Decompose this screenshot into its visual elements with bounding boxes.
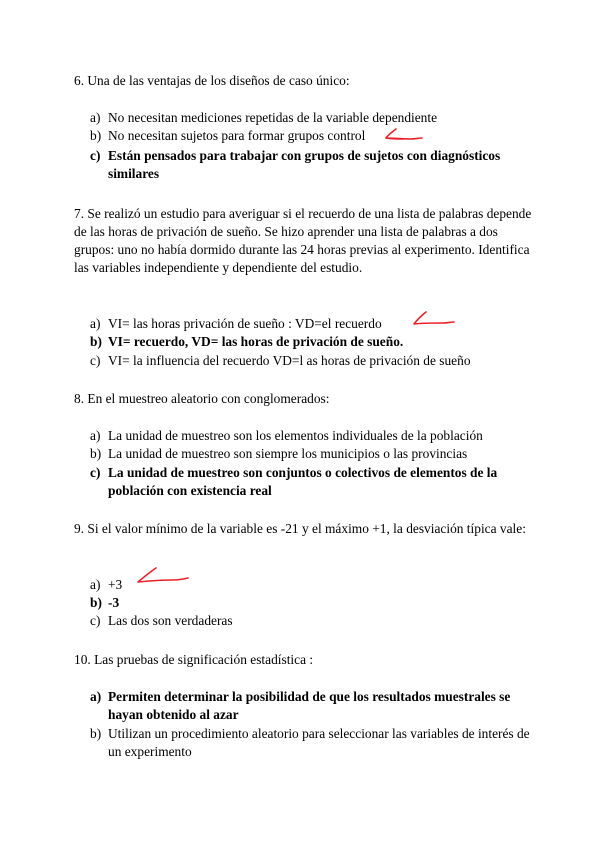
option-label: c) <box>90 613 101 628</box>
option-label: c) <box>90 465 101 480</box>
option-label: b) <box>90 595 102 610</box>
option-text: VI= la influencia del recuerdo VD=l as horas de privación de sueño <box>108 353 471 368</box>
question-10-prompt: 10. Las pruebas de significación estadística : <box>74 652 314 667</box>
option-text: No necesitan sujetos para formar grupos control <box>108 128 366 143</box>
option-label: b) <box>90 128 102 143</box>
question-10-option-b <box>90 725 530 761</box>
option-label: a) <box>90 316 101 331</box>
question-6-option-c <box>90 147 530 183</box>
question-9-option-c <box>90 612 530 630</box>
option-text: Las dos son verdaderas <box>108 613 233 628</box>
option-label: b) <box>90 726 102 741</box>
question-8-option-b <box>90 445 530 463</box>
question-9-prompt: 9. Si el valor mínimo de la variable es -21 y el máximo +1, la desviación típica vale: <box>74 521 526 536</box>
question-8-option-c <box>90 464 530 500</box>
question-7-option-a <box>90 315 530 333</box>
red-arrow-annotation-icon <box>384 127 424 147</box>
option-label: c) <box>90 353 101 368</box>
option-label: b) <box>90 334 102 349</box>
question-7-option-b <box>90 333 530 351</box>
question-9-option-b <box>90 594 530 612</box>
option-label: a) <box>90 689 102 704</box>
red-arrow-annotation-icon <box>134 566 190 590</box>
question-6-prompt: 6. Una de las ventajas de los diseños de caso único: <box>74 73 350 88</box>
option-text: VI= las horas privación de sueño : VD=el recuerdo <box>108 316 382 331</box>
option-text: No necesitan mediciones repetidas de la variable dependiente <box>108 110 438 125</box>
question-10-option-a <box>90 688 530 724</box>
option-text: +3 <box>108 577 123 592</box>
option-label: a) <box>90 428 101 443</box>
option-text: La unidad de muestreo son los elementos individuales de la población <box>108 428 483 443</box>
option-label: b) <box>90 446 102 461</box>
option-label: a) <box>90 577 101 592</box>
question-7-prompt: 7. Se realizó un estudio para averiguar si el recuerdo de una lista de palabras depende de las horas de privación de sueño. Se hizo aprender una lista de palabras a dos grupos: uno no había dormido durante las 24 horas previas al experimento. Identifica las variables independiente y dependiente del estudio. <box>74 206 532 275</box>
red-arrow-annotation-icon <box>410 310 455 332</box>
option-text: -3 <box>108 595 120 610</box>
question-8-option-a <box>90 427 530 445</box>
option-text: Permiten determinar la posibilidad de que los resultados muestrales se hayan obtenido al azar <box>108 689 511 722</box>
option-text: La unidad de muestreo son conjuntos o colectivos de elementos de la población con existencia real <box>108 465 498 498</box>
question-8-prompt: 8. En el muestreo aleatorio con conglomerados: <box>74 391 330 406</box>
option-label: c) <box>90 148 101 163</box>
option-text: VI= recuerdo, VD= las horas de privación de sueño. <box>108 334 404 349</box>
question-6-option-a <box>90 109 530 127</box>
question-6-option-b <box>90 127 530 145</box>
option-text: Están pensados para trabajar con grupos de sujetos con diagnósticos similares <box>108 148 501 181</box>
option-text: La unidad de muestreo son siempre los municipios o las provincias <box>108 446 468 461</box>
option-label: a) <box>90 110 101 125</box>
option-text: Utilizan un procedimiento aleatorio para seleccionar las variables de interés de un experimento <box>108 726 530 759</box>
question-7-option-c <box>90 352 530 370</box>
